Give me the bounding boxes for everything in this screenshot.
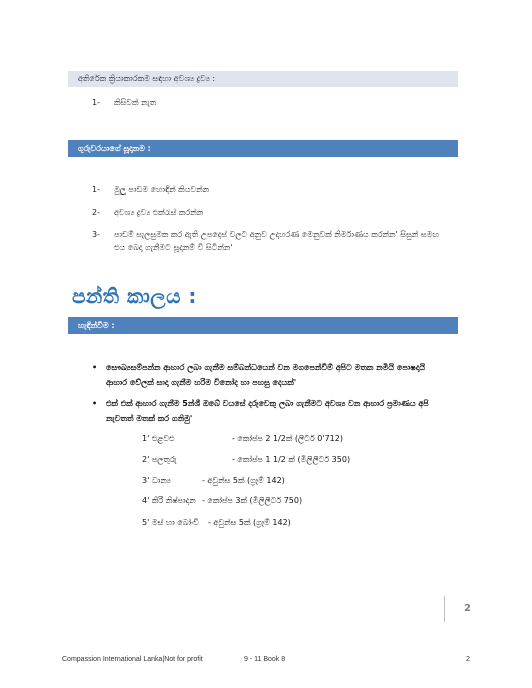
ration-label: 5' මස් හා බෝංචි [142,518,199,527]
bullet-line: එක් එක් ආහාර ගැනීම 5න්ශී ඔබේ වයසේ දරුවෙකු ලබා ගැනීමට අවශ්‍ය වන ආහාර ප්‍රමාණය අපි [106,399,429,408]
ration-value: - කෝප්ප 2 1/2ක් (ලීටර් 0'712) [232,434,343,443]
bullet-line: සෞඛ්‍යසම්පන්න ආහාර ලබා ගැනීම සම්බන්ධයෙන් වන මගපෙන්වීම් අපිට මතක නමියි පොෂදායි [106,363,426,372]
item-text: පාඩම් සැලසුමක කර ඇති උපදෙස් වලට අනුව උදාහරණ මෙනුවක් නිර්මාණය කරන්න' සිසුන් සමඟ [114,230,440,239]
materials-item [92,98,156,108]
ration-value: - අවුන්ස 5ක් (ග්‍රෑම් 142) [202,476,285,485]
prep-item-3 [92,230,439,240]
ration-label: 3' ධාන්‍ය [142,476,171,485]
prep-item-1 [92,185,209,195]
bullet-line: ආහාර වේලක් සාදා ගැනීම හරිම විනෝද හා පහසු දෙයක්' [106,378,297,387]
prep-item-2 [92,208,203,218]
page-number: 2 [444,596,471,622]
bullet-paragraph-1 [106,360,456,390]
item-number: 2- [92,208,100,217]
teacher-prep-header: ගුරුවරයාගේ සූදානම : [68,140,458,157]
bullet-line: නැවතත් මතක් කර ගනිමු' [106,414,193,423]
ration-value: - කෝප්ප 3ක් (මිලිලීටර් 750) [202,496,303,505]
bullet-marker: • [92,399,98,408]
ration-label: 1' එළවළු [142,434,175,443]
bullet-marker: • [92,363,98,372]
ration-value: - අවුන්ස 5ක් (ග්‍රෑම් 142) [208,518,291,527]
intro-header: හැඳින්වීම : [68,317,458,334]
footer-left: Compassion International Lanka|Not for profit [62,656,203,663]
ration-value: - කෝප්ප 1 1/2 ක් (මිලිලීටර් 350) [232,455,351,464]
item-number: 3- [92,230,100,239]
prep-item-3-continued: එය බෙදා ගැනීමට සූදානම් වී සිටින්න' [114,243,233,252]
page-title: පන්ති කාලය : [72,284,197,308]
item-number: 1- [92,98,100,107]
footer-center: 9 - 11 Book 8 [244,656,286,663]
ration-label: 2' පලතුරු [142,455,177,464]
bullet-paragraph-2 [106,396,456,426]
item-text: මුලු පාඩම හොඳින් කියවන්න [114,185,210,194]
item-text: කිසිවක් නැත [114,98,157,107]
item-text: අවශ්‍ය ද්‍රව්‍ය එක්රැස් කරන්න [114,208,204,217]
materials-header: අතිරේක ක්‍රියාකාරකම සඳහා අවශ්‍ය ද්‍රව්‍ය : [68,71,458,87]
item-number: 1- [92,185,100,194]
ration-label: 4' කිරි නිෂ්පාදන [142,496,196,505]
footer-right: 2 [466,656,470,663]
